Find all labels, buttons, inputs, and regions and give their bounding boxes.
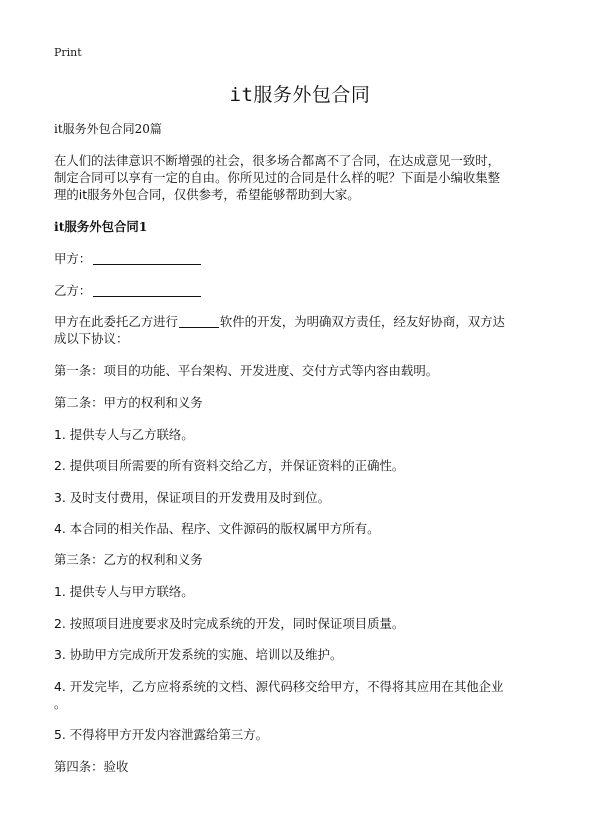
clause-4-heading: 第四条：验收 xyxy=(54,759,129,774)
clause-3-item: 2. 按照项目进度要求及时完成系统的开发，同时保证项目质量。 xyxy=(54,616,405,631)
party-b-blank xyxy=(93,282,201,297)
intro-line-2: 制定合同可以享有一定的自由。你所见过的合同是什么样的呢？下面是小编收集整 xyxy=(54,170,501,185)
software-name-blank xyxy=(179,313,219,328)
clause-3-item: 1. 提供专人与甲方联络。 xyxy=(54,584,194,599)
section-heading: it服务外包合同1 xyxy=(54,219,148,234)
party-b-label: 乙方： xyxy=(54,283,92,298)
clause-3-item-continuation: 。 xyxy=(54,696,67,711)
clause-2-item: 1. 提供专人与乙方联络。 xyxy=(54,427,194,442)
intro-line-1: 在人们的法律意识不断增强的社会，很多场合都离不了合同，在达成意见一致时， xyxy=(54,153,501,168)
party-a-blank xyxy=(93,250,201,265)
clause-2-heading: 第二条：甲方的权利和义务 xyxy=(54,395,203,410)
clause-3-item: 5. 不得将甲方开发内容泄露给第三方。 xyxy=(54,727,269,742)
clause-2-item: 3. 及时支付费用，保证项目的开发费用及时到位。 xyxy=(54,490,330,505)
document-title: it服务外包合同 xyxy=(229,84,371,106)
clause-2-item: 2. 提供项目所需要的所有资料交给乙方，并保证资料的正确性。 xyxy=(54,458,405,473)
document-subtitle: it服务外包合同20篇 xyxy=(54,122,162,136)
clause-3-heading: 第三条：乙方的权利和义务 xyxy=(54,552,203,567)
intro-line-3: 理的it服务外包合同，仅供参考，希望能够帮助到大家。 xyxy=(54,187,360,202)
entrust-text-before: 甲方在此委托乙方进行 xyxy=(54,314,178,329)
clause-1: 第一条：项目的功能、平台架构、开发进度、交付方式等内容由载明。 xyxy=(54,363,439,378)
entrust-line-2: 成以下协议： xyxy=(54,331,129,346)
entrust-text-after: 软件的开发，为明确双方责任，经友好协商，双方达 xyxy=(219,314,505,329)
clause-3-item: 4. 开发完毕，乙方应将系统的文档、源代码移交给甲方，不得将其应用在其他企业 xyxy=(54,679,504,694)
party-a-label: 甲方： xyxy=(54,251,92,266)
party-b-line xyxy=(54,281,554,301)
party-a-line xyxy=(54,249,554,269)
print-link[interactable]: Print xyxy=(54,46,82,59)
clause-2-item: 4. 本合同的相关作品、程序、文件源码的版权属甲方所有。 xyxy=(54,521,380,536)
clause-3-item: 3. 协助甲方完成所开发系统的实施、培训以及维护。 xyxy=(54,647,343,662)
